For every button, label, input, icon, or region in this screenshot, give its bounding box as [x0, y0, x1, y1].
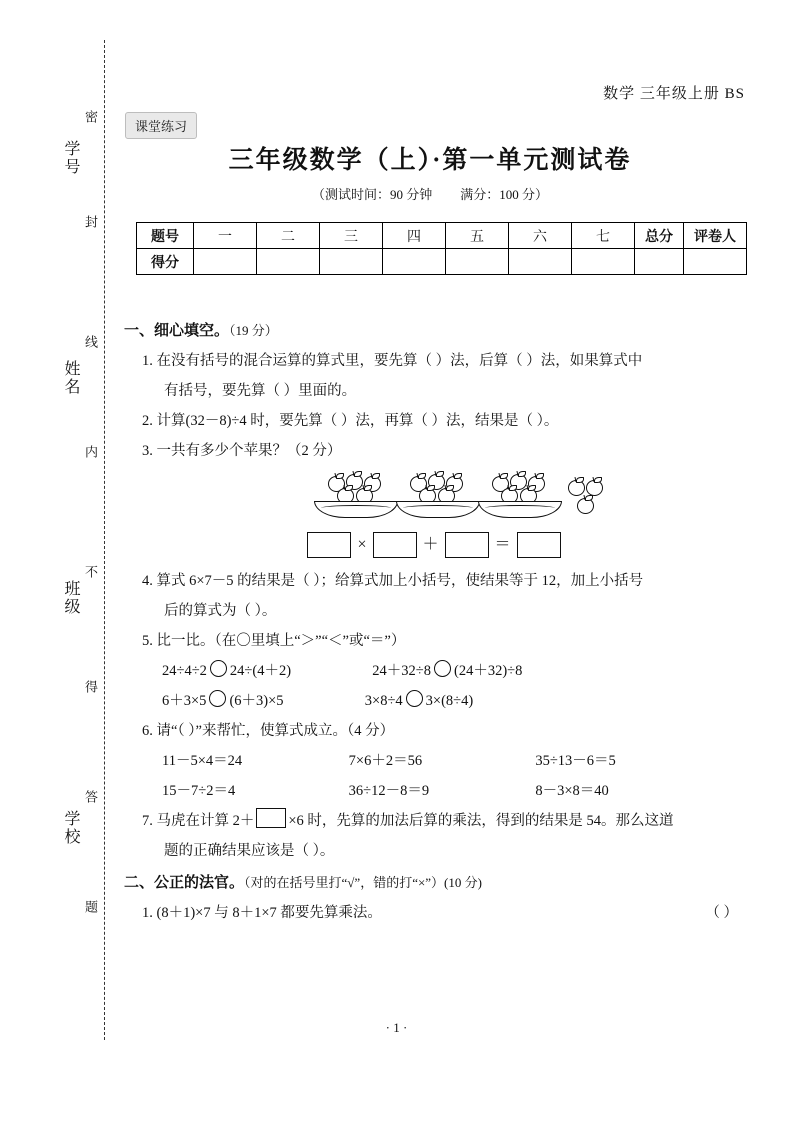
fold-dashed-line [104, 40, 105, 1040]
question-1-7b: 题的正确结果应该是（ ）。 [164, 843, 335, 860]
seal-char-7: 答 [83, 790, 98, 803]
section-1-heading [124, 316, 744, 346]
multiply-sign: × [357, 536, 367, 554]
paper-subtitle [120, 184, 740, 203]
equals-sign: ＝ [494, 536, 511, 554]
side-label-name: 姓名 [62, 360, 79, 396]
question-1-1b: 有括号，要先算（ ）里面的。 [164, 383, 357, 399]
question-1-7-text: 7. 马虎在计算 2＋ ×6 时，先算的加法后算的乘法，得到的结果是 54。那么这道 [142, 813, 674, 829]
apple-plate-3 [478, 472, 560, 518]
score-col-marker: 评卷人 [684, 223, 747, 249]
paren-expr-4: 15－7÷2＝4 [162, 783, 236, 800]
equation-box-1[interactable] [307, 532, 351, 558]
score-col-6: 六 [509, 223, 572, 249]
equation-box-2[interactable] [373, 532, 417, 558]
compare-circle-3[interactable] [209, 690, 226, 707]
question-1-7 [142, 806, 744, 836]
section-2-points: （对的在括号里打“√”，错的打“×”）(10 分) [244, 875, 482, 891]
exam-content [124, 316, 744, 928]
question-1-1: 1. 在没有括号的混合运算的算式里，要先算（ ）法，后算（ ）法，如果算式中 [142, 353, 643, 369]
paren-expr-1: 11－5×4＝24 [162, 753, 243, 770]
table-row-header [137, 223, 747, 249]
paren-expr-6: 8－3×8＝40 [535, 783, 609, 800]
paren-row-2 [162, 776, 722, 806]
compare-row-1 [162, 656, 744, 686]
table-row-scores [137, 249, 747, 275]
score-col-4: 四 [383, 223, 446, 249]
side-label-class: 班级 [62, 580, 79, 616]
side-label-student-id: 学号 [62, 140, 79, 176]
compare-expr-2-right: (24＋32)÷8 [454, 663, 523, 680]
score-cell-2[interactable] [257, 249, 320, 275]
question-2-1 [142, 898, 744, 928]
apple-illustration [124, 468, 744, 526]
score-cell-6[interactable] [509, 249, 572, 275]
question-1-2: 2. 计算(32－8)÷4 时，要先算（ ）法，再算（ ）法，结果是（ ）。 [142, 413, 559, 429]
apple-icon-loose-2 [586, 480, 603, 496]
score-table [136, 222, 747, 275]
score-col-7: 七 [572, 223, 635, 249]
compare-expr-1-right: 24÷(4＋2) [229, 663, 292, 680]
question-1-6: 6. 请“（ ）”来帮忙，使算式成立。（4 分） [142, 723, 395, 740]
question-1-7-input-box[interactable] [256, 808, 286, 828]
score-col-total: 总分 [635, 223, 684, 249]
compare-circle-2[interactable] [434, 660, 451, 677]
compare-expr-4-right: 3×(8÷4) [425, 693, 474, 710]
plus-sign: ＋ [422, 536, 439, 554]
score-cell-total[interactable] [635, 249, 684, 275]
question-1-5: 5. 比一比。（在〇里填上“＞”“＜”或“＝”） [142, 633, 406, 650]
exam-full-score: 满分：100 分） [460, 187, 549, 202]
score-col-3: 三 [320, 223, 383, 249]
paren-expr-2: 7×6＋2＝56 [348, 753, 423, 770]
apple-icon-loose-3 [577, 498, 594, 514]
apple-plate-2 [396, 472, 478, 518]
compare-circle-4[interactable] [406, 690, 423, 707]
seal-char-3: 线 [83, 335, 98, 348]
compare-circle-1[interactable] [210, 660, 227, 677]
score-cell-3[interactable] [320, 249, 383, 275]
page-number: · 1 · [385, 1020, 408, 1035]
section-2-heading [124, 868, 744, 898]
section-2-title: 二、公正的法官。 [124, 875, 245, 892]
score-table-row-label-1: 题号 [137, 223, 194, 249]
section-1-points: （19 分） [229, 323, 278, 338]
score-cell-1[interactable] [194, 249, 257, 275]
paren-expr-5: 36÷12－8＝9 [348, 783, 430, 800]
question-1-4: 4. 算式 6×7－5 的结果是（ ）；给算式加上小括号，使结果等于 12，加上小括号 [142, 573, 644, 590]
apple-plate-1 [314, 472, 396, 518]
side-label-school: 学校 [62, 810, 79, 846]
score-col-2: 二 [257, 223, 320, 249]
seal-line-column [78, 100, 102, 930]
question-1-4b: 后的算式为（ ）。 [164, 603, 277, 620]
exam-duration: （测试时间：90 分钟 [311, 187, 433, 202]
header-subject-line: 数学 三年级上册 BS [603, 86, 745, 102]
compare-expr-3-left: 6＋3×5 [162, 693, 207, 710]
question-2-1-text: 1. (8＋1)×7 与 8＋1×7 都要先算乘法。 [142, 905, 382, 922]
question-2-1-answer-box[interactable]: （ ） [705, 905, 738, 922]
compare-expr-1-left: 24÷4÷2 [162, 663, 207, 680]
plate-icon [396, 501, 480, 518]
question-1-3: 3. 一共有多少个苹果？（2 分） [142, 443, 342, 459]
compare-expr-4-left: 3×8÷4 [364, 693, 403, 710]
seal-char-4: 内 [83, 445, 98, 458]
compare-row-2 [162, 686, 744, 716]
equation-box-4[interactable] [517, 532, 561, 558]
seal-char-8: 题 [83, 900, 98, 913]
practice-tag: 课堂练习 [125, 112, 197, 139]
compare-expr-3-right: (6＋3)×5 [229, 693, 284, 710]
score-cell-4[interactable] [383, 249, 446, 275]
plate-icon [314, 501, 398, 518]
seal-char-2: 封 [83, 215, 98, 228]
score-col-5: 五 [446, 223, 509, 249]
seal-char-1: 密 [83, 110, 98, 123]
seal-char-6: 得 [83, 680, 98, 693]
paren-row-1 [162, 746, 722, 776]
score-cell-5[interactable] [446, 249, 509, 275]
equation-box-3[interactable] [445, 532, 489, 558]
seal-char-5: 不 [83, 565, 98, 578]
apple-equation [124, 530, 744, 560]
paren-expr-3: 35÷13－6＝5 [535, 753, 616, 770]
plate-icon [478, 501, 562, 518]
score-cell-7[interactable] [572, 249, 635, 275]
score-table-row-label-2: 得分 [137, 249, 194, 275]
score-col-1: 一 [194, 223, 257, 249]
apple-icon-loose-1 [568, 480, 585, 496]
compare-expr-2-left: 24＋32÷8 [372, 663, 432, 680]
section-1-title: 一、细心填空。 [124, 323, 230, 339]
score-cell-marker[interactable] [684, 249, 747, 275]
page-title: 三年级数学（上）·第一单元测试卷 [228, 147, 632, 174]
